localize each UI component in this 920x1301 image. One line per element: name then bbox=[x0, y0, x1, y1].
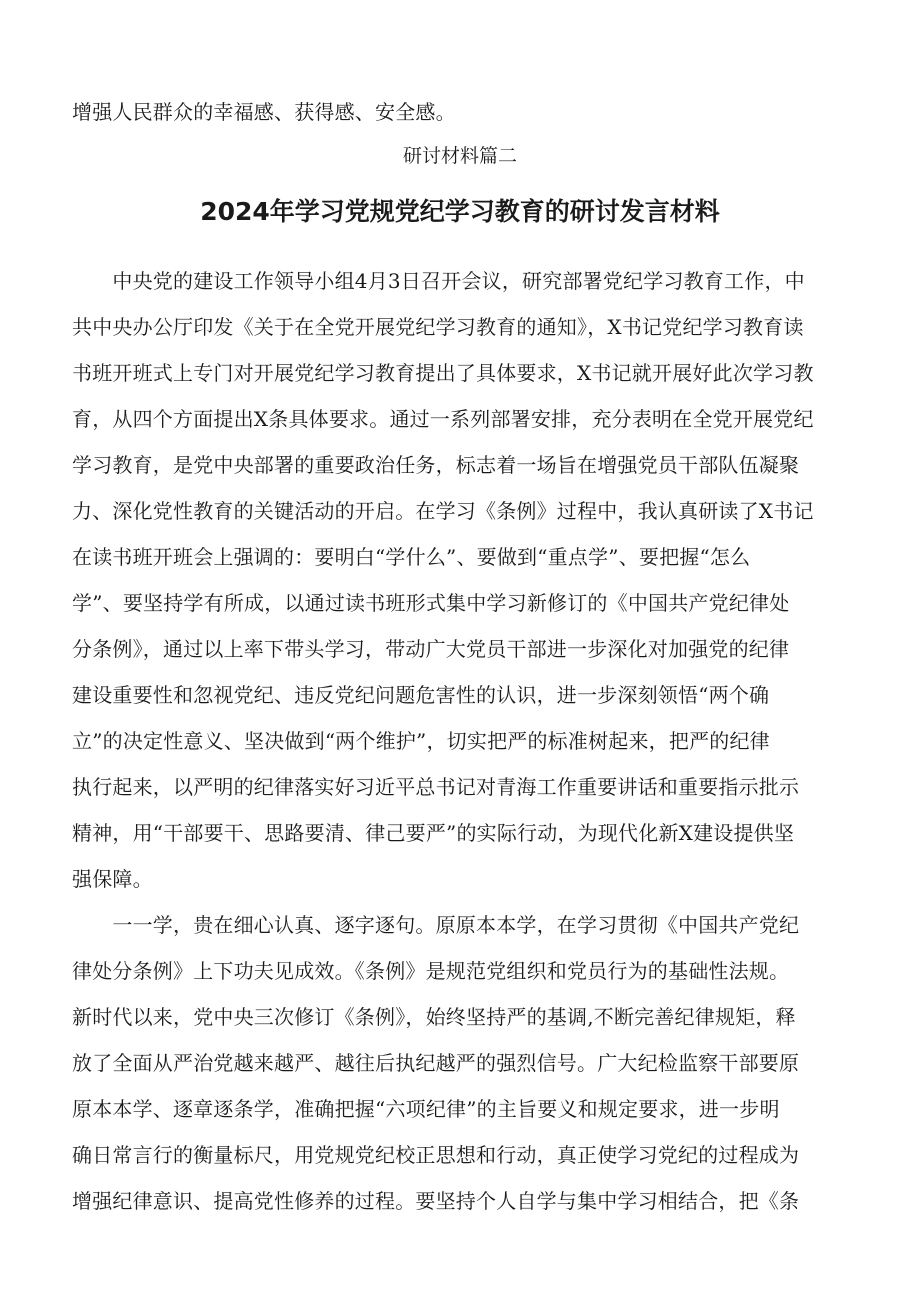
body-line: 中央党的建设工作领导小组4月3日召开会议，研究部署党纪学习教育工作，中 bbox=[72, 269, 805, 293]
top-line: 增强人民群众的幸福感、获得感、安全感。 bbox=[72, 100, 456, 124]
body-line: 共中央办公厅印发《关于在全党开展党纪学习教育的通知》，X书记党纪学习教育读 bbox=[72, 315, 804, 339]
body-line: 力、深化党性教育的关键活动的开启。在学习《条例》过程中，我认真研读了X书记 bbox=[72, 499, 814, 523]
body-line: 在读书班开班会上强调的：要明白“学什么”、要做到“重点学”、要把握“怎么 bbox=[72, 545, 751, 569]
body-line: 一一学，贵在细心认真、逐字逐句。原原本本学，在学习贯彻《中国共产党纪 bbox=[72, 913, 800, 937]
body-line: 学”、要坚持学有所成，以通过读书班形式集中学习新修订的《中国共产党纪律处 bbox=[72, 591, 790, 615]
page-title: 2024年学习党规党纪学习教育的研讨发言材料 bbox=[200, 197, 720, 226]
body-line: 育，从四个方面提出X条具体要求。通过一系列部署安排，充分表明在全党开展党纪 bbox=[72, 407, 814, 431]
body-line: 分条例》，通过以上率下带头学习，带动广大党员干部进一步深化对加强党的纪律 bbox=[72, 637, 790, 661]
body-line: 原本本学、逐章逐条学，准确把握“六项纪律”的主旨要义和规定要求，进一步明 bbox=[72, 1097, 780, 1121]
body-line: 确日常言行的衡量标尺，用党规党纪校正思想和行动，真正使学习党纪的过程成为 bbox=[72, 1143, 800, 1167]
body-line: 书班开班式上专门对开展党纪学习教育提出了具体要求，X书记就开展好此次学习教 bbox=[72, 361, 814, 385]
body-line: 律处分条例》上下功夫见成效。《条例》是规范党组织和党员行为的基础性法规。 bbox=[72, 959, 790, 983]
body-line: 精神，用“干部要干、思路要清、律己要严”的实际行动，为现代化新X建设提供坚 bbox=[72, 821, 795, 845]
section-label: 研讨材料篇二 bbox=[402, 145, 517, 167]
body-line: 建设重要性和忽视党纪、违反党纪问题危害性的认识，进一步深刻领悟“两个确 bbox=[72, 683, 770, 707]
body-line: 学习教育，是党中央部署的重要政治任务，标志着一场旨在增强党员干部队伍凝聚 bbox=[72, 453, 800, 477]
body-line: 立”的决定性意义、坚决做到“两个维护”，切实把严的标准树起来，把严的纪律 bbox=[72, 729, 770, 753]
body-line: 执行起来，以严明的纪律落实好习近平总书记对青海工作重要讲话和重要指示批示 bbox=[72, 775, 800, 799]
body-line: 新时代以来，党中央三次修订《条例》，始终坚持严的基调,不断完善纪律规矩，释 bbox=[72, 1005, 796, 1029]
body-line: 增强纪律意识、提高党性修养的过程。要坚持个人自学与集中学习相结合，把《条 bbox=[72, 1189, 800, 1213]
body-line: 放了全面从严治党越来越严、越往后执纪越严的强烈信号。广大纪检监察干部要原 bbox=[72, 1051, 800, 1075]
body-line: 强保障。 bbox=[72, 867, 153, 891]
